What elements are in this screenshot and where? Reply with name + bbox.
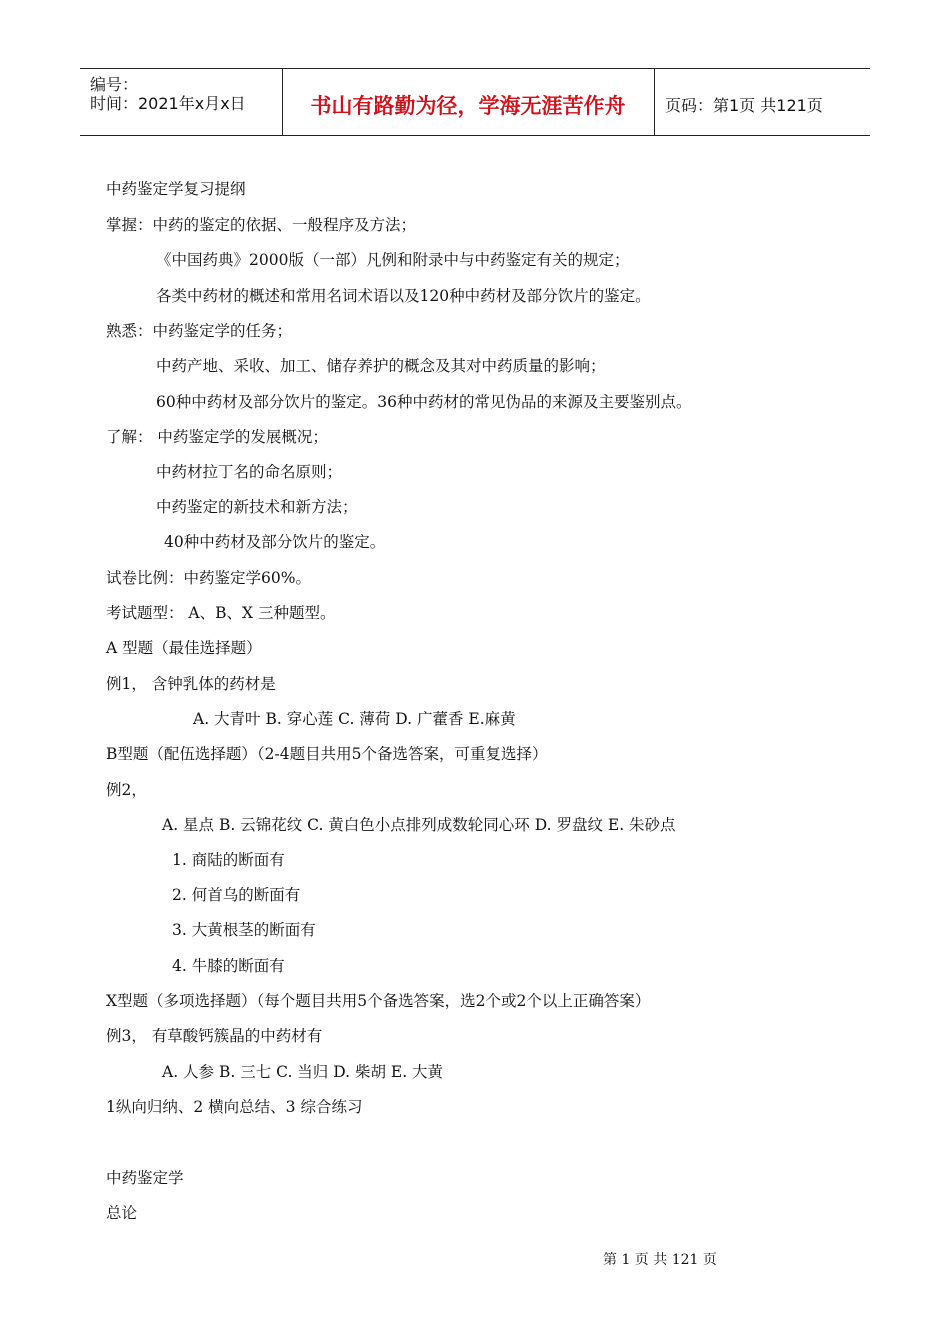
text-line: 例2，	[106, 781, 147, 799]
section-heading: 中药鉴定学	[106, 1169, 184, 1187]
text-line: X型题（多项选择题）（每个题目共用5个备选答案，选2个或2个以上正确答案）	[106, 992, 651, 1010]
text-line: 2. 何首乌的断面有	[172, 886, 301, 904]
text-line: B型题（配伍选择题）（2-4题目共用5个备选答案，可重复选择）	[106, 745, 548, 763]
text-line: 3. 大黄根茎的断面有	[172, 921, 316, 939]
page-footer: 第 1 页 共 121 页	[603, 1252, 717, 1268]
text-line: 各类中药材的概述和常用名词术语以及120种中药材及部分饮片的鉴定。	[156, 287, 651, 305]
text-line: A 型题（最佳选择题）	[106, 639, 262, 657]
section-heading: 总论	[106, 1204, 138, 1222]
text-line: 掌握：中药的鉴定的依据、一般程序及方法；	[106, 216, 417, 234]
header-top-border	[80, 68, 870, 69]
text-line: 了解： 中药鉴定学的发展概况；	[106, 428, 328, 446]
text-line: 1. 商陆的断面有	[172, 851, 285, 869]
text-line: 中药产地、采收、加工、储存养护的概念及其对中药质量的影响；	[156, 357, 606, 375]
header-bottom-border	[80, 135, 870, 136]
header-divider-right	[654, 68, 655, 135]
text-line: A. 星点 B. 云锦花纹 C. 黄白色小点排列成数轮同心环 D. 罗盘纹 E. 朱砂点	[162, 816, 676, 834]
text-line: 40种中药材及部分饮片的鉴定。	[164, 533, 386, 551]
text-line: 熟悉：中药鉴定学的任务；	[106, 322, 293, 340]
text-line: A. 人参 B. 三七 C. 当归 D. 柴胡 E. 大黄	[162, 1063, 444, 1081]
text-line: 1纵向归纳、2 横向总结、3 综合练习	[106, 1098, 363, 1116]
text-line: A. 大青叶 B. 穿心莲 C. 薄荷 D. 广藿香 E.麻黄	[193, 710, 516, 728]
text-line: 中药材拉丁名的命名原则；	[156, 463, 343, 481]
text-line: 考试题型： A、B、X 三种题型。	[106, 604, 336, 622]
header-number-label: 编号：	[90, 75, 139, 94]
text-line: 4. 牛膝的断面有	[172, 957, 285, 975]
text-line: 中药鉴定的新技术和新方法；	[156, 498, 358, 516]
doc-title: 中药鉴定学复习提纲	[106, 180, 246, 198]
text-line: 60种中药材及部分饮片的鉴定。36种中药材的常见伪品的来源及主要鉴别点。	[156, 393, 692, 411]
header-time-label: 时间：2021年x月x日	[90, 94, 246, 113]
header-motto: 书山有路勤为径，学海无涯苦作舟	[310, 94, 626, 118]
text-line: 试卷比例：中药鉴定学60%。	[106, 569, 311, 587]
header-page-info: 页码：第1页 共121页	[665, 96, 823, 115]
text-line: 《中国药典》2000版（一部）凡例和附录中与中药鉴定有关的规定；	[156, 251, 630, 269]
text-line: 例1， 含钟乳体的药材是	[106, 675, 276, 693]
text-line: 例3， 有草酸钙簇晶的中药材有	[106, 1027, 323, 1045]
